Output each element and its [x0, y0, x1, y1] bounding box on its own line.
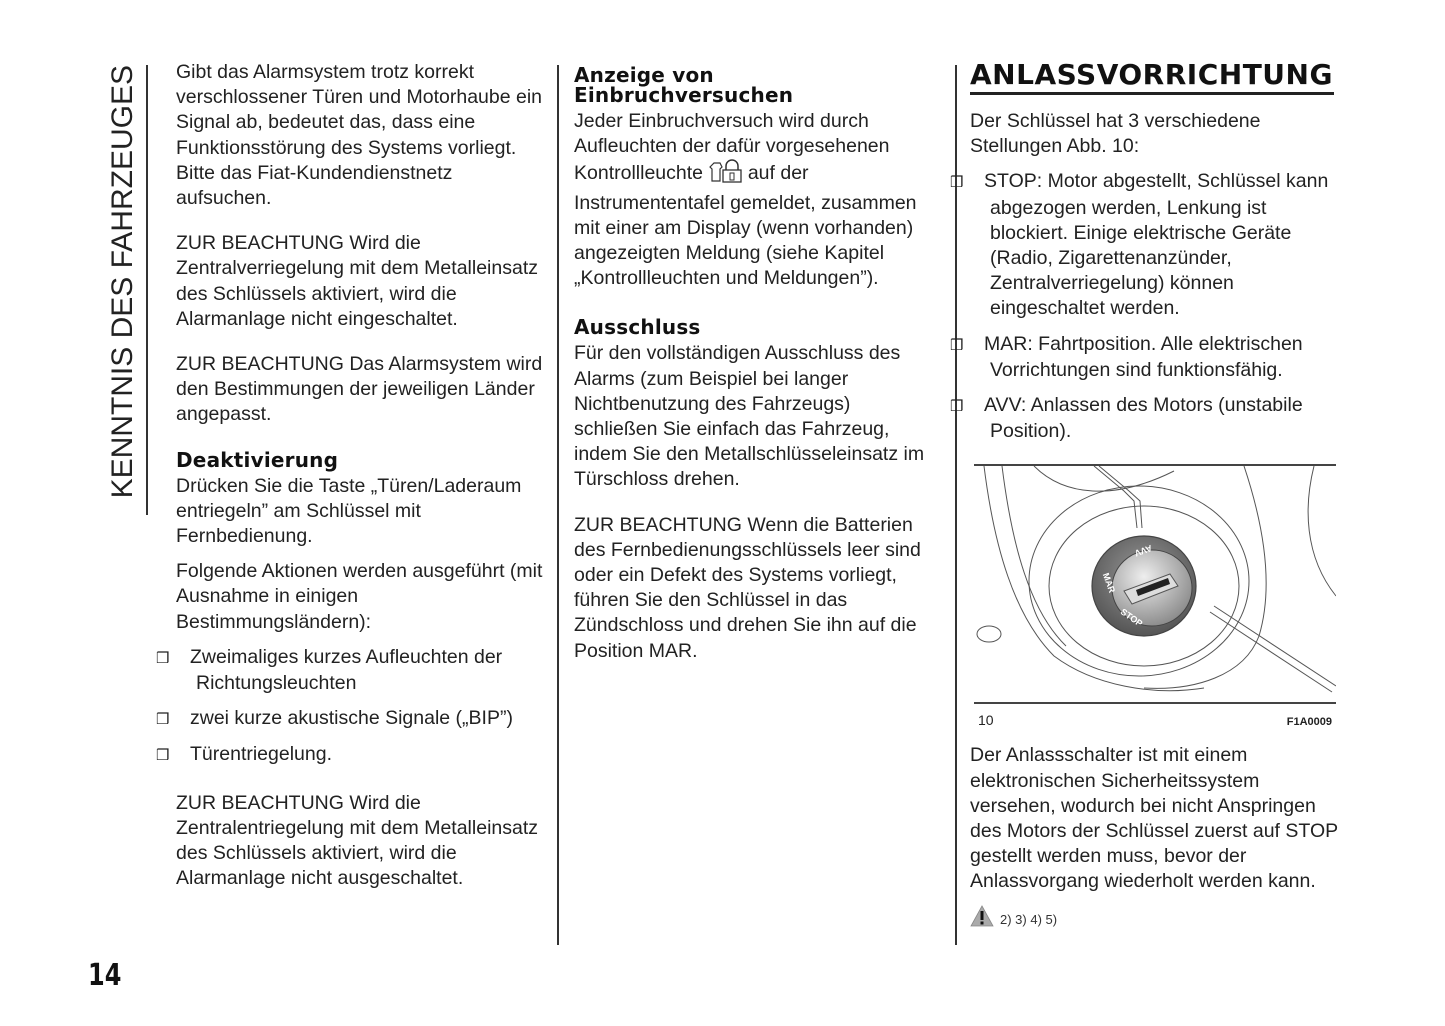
list-item: ❒ zwei kurze akustische Signale („BIP”) — [176, 706, 546, 732]
checkbox-bullet-icon: ❒ — [156, 747, 170, 765]
heading-ausschluss: Ausschluss — [574, 315, 701, 340]
key-position-mar: MAR — [1100, 571, 1118, 595]
key-position-avv: AVV — [1133, 543, 1154, 559]
note-paragraph: ZUR BEACHTUNG Wenn die Batterien des Fernbedienungsschlüssels leer sind oder ein Defekt des Systems vorliegt, führen Sie den Schlüssel in das Zündschloss und drehen Sie ihn auf die Position MAR. — [574, 513, 921, 662]
side-title-rule — [146, 65, 148, 515]
paragraph: Folgende Aktionen werden ausgeführt (mit Ausnahme in einigen Bestimmungsländern): — [176, 560, 543, 633]
section-title-rule — [970, 92, 1334, 95]
column-3 — [950, 58, 1340, 935]
list-item: ❒ Türentriegelung. — [176, 742, 546, 768]
note-paragraph: ZUR BEACHTUNG Wird die Zentralentriegelung mit dem Metalleinsatz des Schlüssels aktiviert, wird die Alarmanlage nicht ausgeschaltet. — [176, 791, 539, 890]
chapter-side-title — [103, 65, 143, 515]
checkbox-bullet-icon: ❒ — [156, 649, 170, 667]
paragraph: Drücken Sie die Taste „Türen/Laderaum entriegeln” am Schlüssel mit Fernbedienung. — [176, 474, 522, 548]
figure-code: F1A0009 — [1286, 716, 1332, 729]
bullet-list — [156, 645, 546, 769]
column-divider — [557, 65, 559, 945]
paragraph: Für den vollständigen Ausschluss des Alarms (zum Beispiel bei langer Nichtbenutzung des Fahrzeugs) schließen Sie einfach das Fahrzeug, indem Sie den Metallschlüsseleinsatz im Türschloss drehen. — [574, 342, 925, 491]
ignition-switch-illustration — [974, 466, 1336, 702]
key-position-stop: STOP — [1118, 607, 1145, 630]
list-item: ❒ MAR: Fahrtposition. Alle elektrischen Vorrichtungen sind funktionsfähig. — [950, 332, 1303, 381]
page-number: 14 — [88, 958, 122, 993]
figure-bottom-rule — [974, 702, 1336, 704]
warning-reference-numbers: 2) 3) 4) 5) — [1000, 912, 1058, 928]
checkbox-bullet-icon: ❒ — [950, 336, 964, 354]
list-item: ❒ AVV: Anlassen des Motors (unstabile Position). — [950, 394, 1303, 443]
column-1 — [156, 60, 546, 911]
ignition-lock-cylinder — [1092, 536, 1196, 636]
note-paragraph: ZUR BEACHTUNG Wird die Zentralverriegelung mit dem Metalleinsatz des Schlüssels aktiviert, wird die Alarmanlage nicht eingeschaltet. — [176, 232, 538, 330]
warning-references — [970, 905, 1340, 935]
list-item: ❒ Zweimaliges kurzes Aufleuchten der Richtungsleuchten — [156, 645, 503, 695]
warning-triangle-icon — [970, 905, 994, 935]
list-item: ❒ STOP: Motor abgestellt, Schlüssel kann abgezogen werden, Lenkung ist blockiert. Einige elektrische Geräte (Radio, Zigarettenanzünder, Zentralverriegelung) können eingeschaltet werden. — [950, 170, 1329, 320]
paragraph: Der Schlüssel hat 3 verschiedene Stellungen Abb. 10: — [970, 110, 1261, 158]
bullet-list — [950, 169, 1340, 444]
paragraph: Gibt das Alarmsystem trotz korrekt verschlossener Türen und Motorhaube ein Signal ab, bedeutet das, dass eine Funktionsstörung des Systems vorliegt. Bitte das Fiat-Kundendienstnetz aufsuchen. — [176, 61, 543, 210]
chapter-side-title-text: KENNTNIS DES FAHRZEUGES — [106, 65, 139, 499]
heading-deaktivierung: Deaktivierung — [176, 447, 339, 472]
column-divider — [955, 65, 957, 945]
ignition-switch-figure — [974, 464, 1336, 729]
checkbox-bullet-icon: ❒ — [950, 398, 964, 416]
alarm-warning-light-icon — [708, 159, 742, 190]
paragraph: Jeder Einbruchversuch wird durch Aufleuchten der dafür vorgesehenen Kontrollleuchte auf der Instrumententafel gemeldet, zusammen mit einer am Display (wenn vorhanden) angezeigten Meldung (siehe Kapitel „Kontrollleuchten und Meldungen”). — [574, 110, 917, 290]
section-title: ANLASSVORRICHTUNG — [970, 58, 1333, 91]
figure-number: 10 — [978, 712, 994, 729]
paragraph: Der Anlassschalter ist mit einem elektronischen Sicherheitssystem versehen, wodurch bei nicht Anspringen des Motors der Schlüssel zuerst auf STOP gestellt werden muss, bevor der Anlassvorgang wiederholt werden kann. — [970, 744, 1338, 893]
column-2 — [574, 60, 939, 684]
checkbox-bullet-icon: ❒ — [950, 174, 964, 192]
heading-anzeige-von-einbruchversuchen: Anzeige von Einbruchversuchen — [574, 63, 794, 107]
note-paragraph: ZUR BEACHTUNG Das Alarmsystem wird den Bestimmungen der jeweiligen Länder angepasst. — [176, 353, 543, 426]
checkbox-bullet-icon: ❒ — [156, 711, 170, 729]
